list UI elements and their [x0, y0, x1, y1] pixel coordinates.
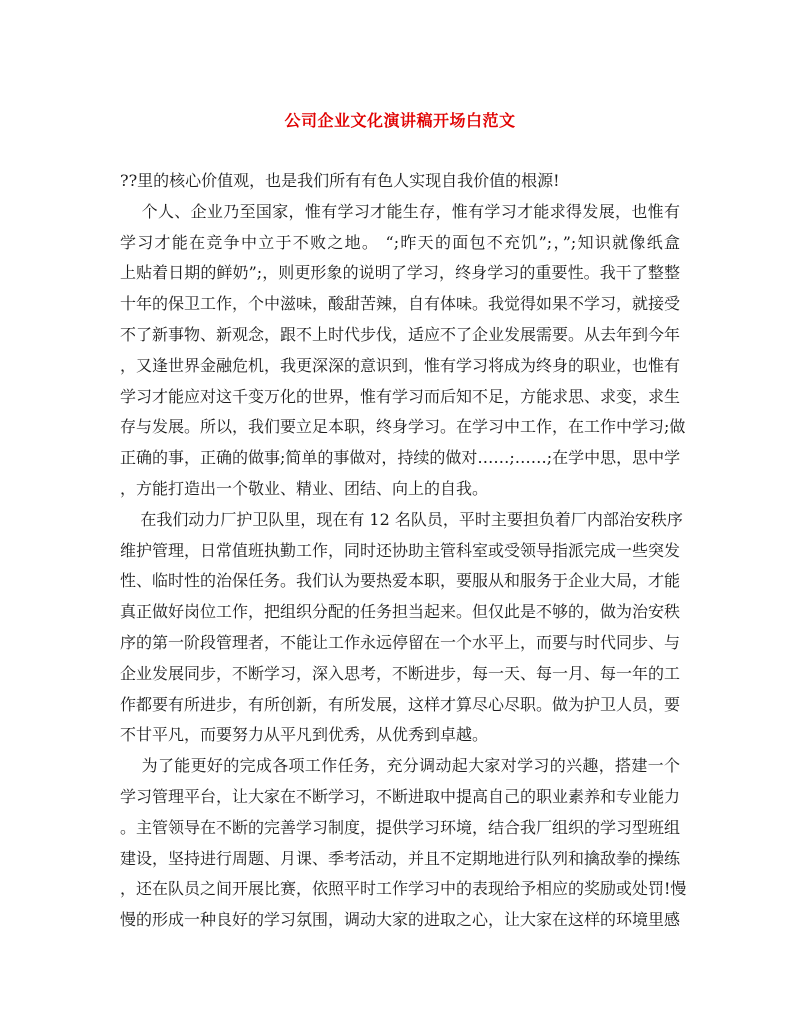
text-line: 十年的保卫工作，个中滋味，酸甜苦辣，自有体味。我觉得如果不学习，就接受	[120, 294, 681, 314]
text-line: 为了能更好的完成各项工作任务，充分调动起大家对学习的兴趣，搭建一个	[120, 756, 680, 776]
text-line: 建设，坚持进行周题、月课、季考活动，并且不定期地进行队列和擒敌拳的操练	[120, 848, 681, 868]
text-line: ??里的核心价值观，也是我们所有有色人实现自我价值的根源!	[120, 171, 560, 190]
text-line: 不甘平凡，而要努力从平凡到优秀，从优秀到卓越。	[120, 725, 489, 745]
text-line: 真正做好岗位工作，把组织分配的任务担当起来。但仅此是不够的，做为治安秩	[120, 602, 681, 622]
text-line: 学习才能在竞争中立于不败之地。 “;昨天的面包不充饥”;，”;知识就像纸盒	[120, 232, 680, 252]
text-line: 个人、企业乃至国家，惟有学习才能生存，惟有学习才能求得发展，也惟有	[120, 201, 680, 221]
text-line: 不了新事物、新观念，跟不上时代步伐，适应不了企业发展需要。从去年到今年	[120, 324, 681, 344]
text-line: ，方能打造出一个敬业、精业、团结、向上的自我。	[120, 478, 489, 498]
text-line: 慢的形成一种良好的学习氛围，调动大家的进取之心，让大家在这样的环境里感	[120, 910, 681, 930]
text-line: 学习管理平台，让大家在不断学习，不断进取中提高自己的职业素养和专业能力	[120, 786, 681, 806]
text-line: 存与发展。所以，我们要立足本职，终身学习。在学习中工作，在工作中学习;做	[120, 417, 686, 437]
text-line: 维护管理，日常值班执勤工作，同时还协助主管科室或受领导指派完成一些突发	[120, 540, 681, 560]
text-line: 性、临时性的治保任务。我们认为要热爱本职，要服从和服务于企业大局，才能	[120, 571, 681, 591]
text-line: 上贴着日期的鲜奶”;，则更形象的说明了学习，终身学习的重要性。我干了整整	[120, 263, 680, 283]
text-line: 。主管领导在不断的完善学习制度，提供学习环境，结合我厂组织的学习型班组	[120, 817, 681, 837]
text-line: ，又逢世界金融危机，我更深深的意识到，惟有学习将成为终身的职业，也惟有	[120, 355, 681, 375]
text-line: 学习才能应对这千变万化的世界，惟有学习而后知不足，方能求思、求变，求生	[120, 386, 681, 406]
text-line: 序的第一阶段管理者，不能让工作永远停留在一个水平上，而要与时代同步、与	[120, 632, 681, 652]
text-line: ，还在队员之间开展比赛，依照平时工作学习中的表现给予相应的奖励或处罚!慢	[120, 879, 687, 899]
text-line: 在我们动力厂护卫队里，现在有 12 名队员，平时主要担负着厂内部治安秩序	[120, 509, 683, 529]
document-title: 公司企业文化演讲稿开场白范文	[284, 111, 516, 130]
text-line: 企业发展同步，不断学习，深入思考，不断进步，每一天、每一月、每一年的工	[120, 663, 681, 683]
document-body	[120, 166, 687, 936]
text-line: 作都要有所进步，有所创新，有所发展，这样才算尽心尽职。做为护卫人员，要	[120, 694, 681, 714]
text-line: 正确的事，正确的做事;简单的事做对，持续的做对……;……;在学中思，思中学	[120, 448, 681, 468]
